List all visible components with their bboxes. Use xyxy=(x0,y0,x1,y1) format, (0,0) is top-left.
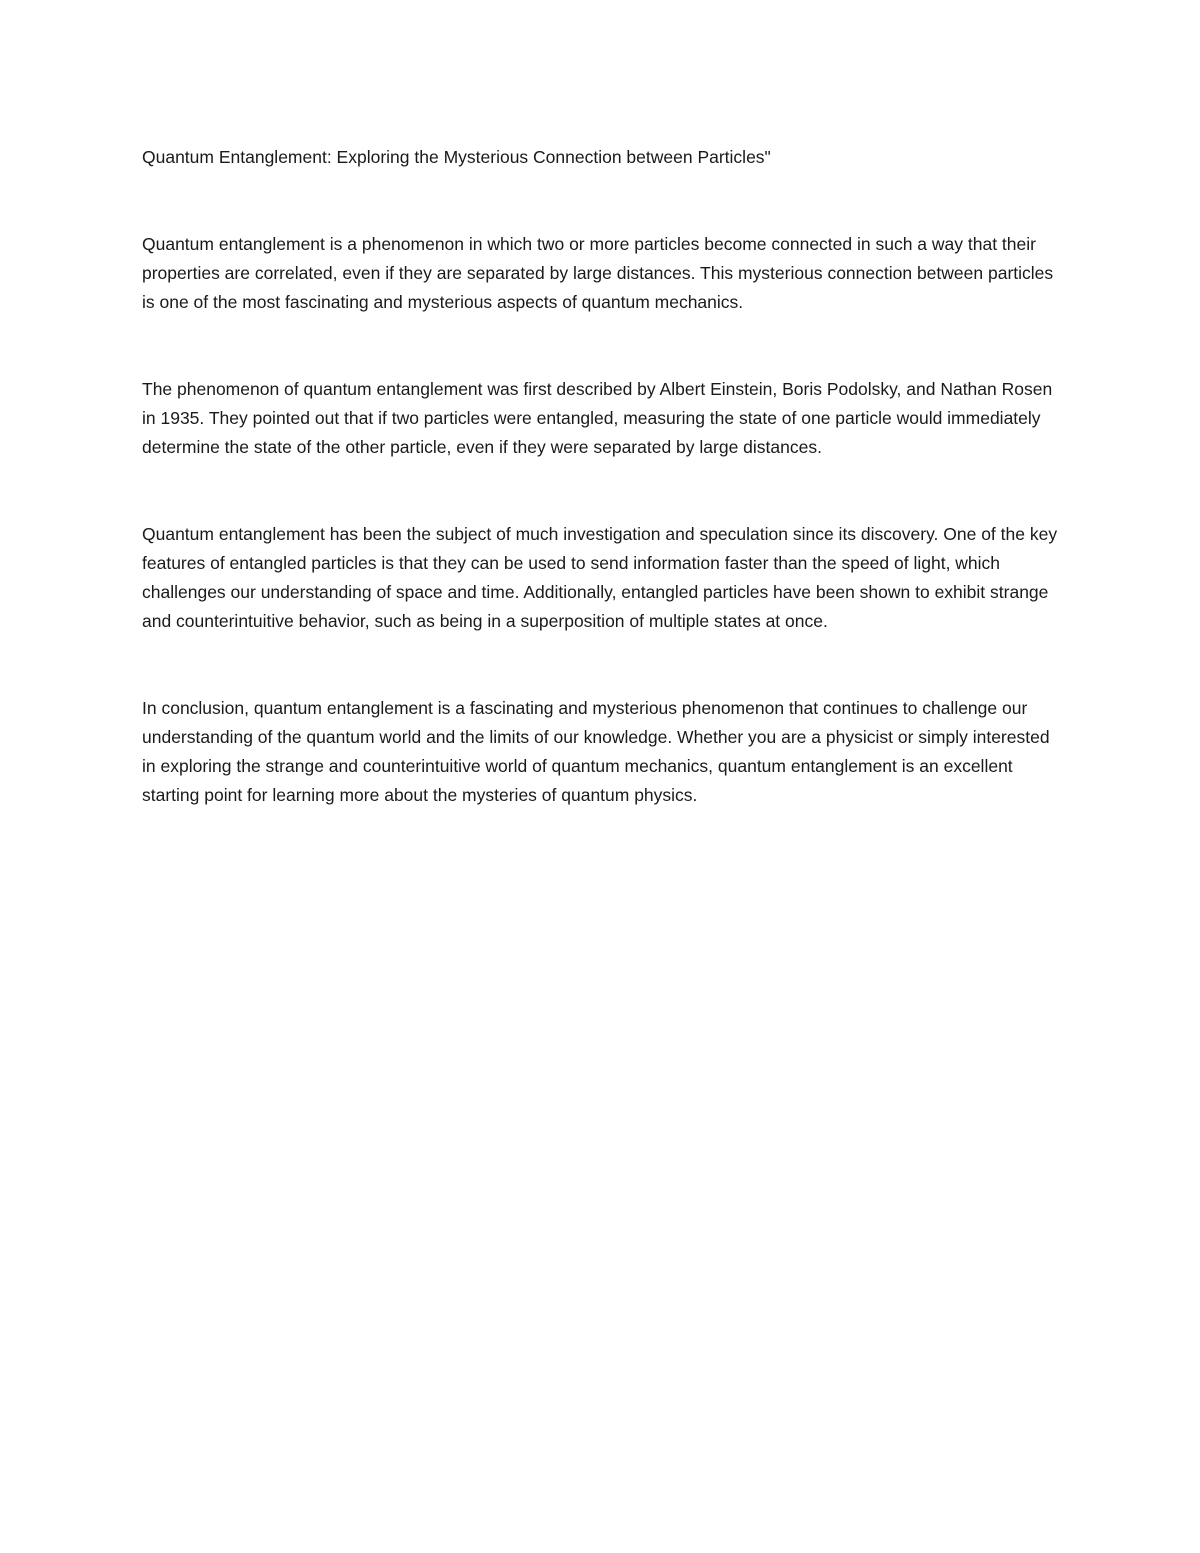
document-body xyxy=(142,143,1067,868)
paragraph-investigation: Quantum entanglement has been the subject of much investigation and speculation since its discovery. One of the key features of entangled particles is that they can be used to send information faster than the speed of light, which challenges our understanding of space and time. Additionally, entangled particles have been shown to exhibit strange and counterintuitive behavior, such as being in a superposition of multiple states at once. xyxy=(142,524,1058,631)
paragraph-history: The phenomenon of quantum entanglement was first described by Albert Einstein, Boris Podolsky, and Nathan Rosen in 1935. They pointed out that if two particles were entangled, measuring the state of one particle would immediately determine the state of the other particle, even if they were separated by large distances. xyxy=(142,379,1053,457)
document-title: Quantum Entanglement: Exploring the Mysterious Connection between Particles" xyxy=(142,147,771,167)
paragraph-conclusion: In conclusion, quantum entanglement is a fascinating and mysterious phenomenon that continues to challenge our understanding of the quantum world and the limits of our knowledge. Whether you are a physicist or simply interested in exploring the strange and counterintuitive world of quantum mechanics, quantum entanglement is an excellent starting point for learning more about the mysteries of quantum physics. xyxy=(142,698,1050,805)
paragraph-introduction: Quantum entanglement is a phenomenon in which two or more particles become connected in such a way that their properties are correlated, even if they are separated by large distances. This mysterious connection between particles is one of the most fascinating and mysterious aspects of quantum mechanics. xyxy=(142,234,1054,312)
